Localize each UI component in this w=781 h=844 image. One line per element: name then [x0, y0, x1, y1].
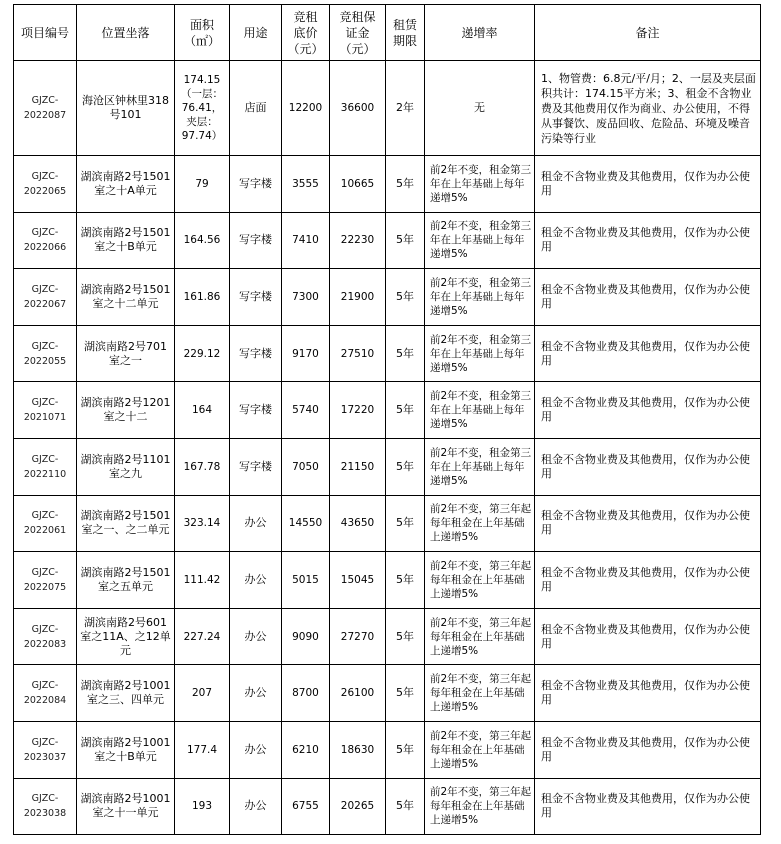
cell-use: 办公 [230, 495, 282, 552]
cell-use: 写字楼 [230, 269, 282, 326]
table-row [14, 61, 761, 156]
table-row [14, 552, 761, 609]
cell-use: 店面 [230, 61, 282, 156]
cell-code: GJZC-2022067 [14, 269, 77, 326]
table-row [14, 212, 761, 269]
cell-deposit: 26100 [330, 665, 386, 722]
cell-base-price: 6755 [282, 778, 330, 835]
header-code: 项目编号 [14, 5, 77, 61]
cell-area: 79 [175, 156, 230, 213]
cell-base-price: 12200 [282, 61, 330, 156]
cell-term: 5年 [386, 721, 425, 778]
header-increase: 递增率 [425, 5, 535, 61]
cell-area: 207 [175, 665, 230, 722]
cell-code: GJZC-2022061 [14, 495, 77, 552]
cell-term: 5年 [386, 156, 425, 213]
cell-remark: 租金不含物业费及其他费用，仅作为办公使用 [535, 269, 761, 326]
cell-deposit: 20265 [330, 778, 386, 835]
cell-code: GJZC-2022075 [14, 552, 77, 609]
cell-remark: 租金不含物业费及其他费用，仅作为办公使用 [535, 212, 761, 269]
cell-increase: 前2年不变，租金第三年在上年基础上每年递增5% [425, 382, 535, 439]
cell-base-price: 8700 [282, 665, 330, 722]
cell-location: 湖滨南路2号1501室之五单元 [77, 552, 175, 609]
cell-term: 5年 [386, 608, 425, 665]
cell-term: 5年 [386, 212, 425, 269]
cell-location: 海沧区钟林里318号101 [77, 61, 175, 156]
cell-deposit: 27510 [330, 325, 386, 382]
cell-increase: 前2年不变，租金第三年在上年基础上每年递增5% [425, 212, 535, 269]
cell-deposit: 22230 [330, 212, 386, 269]
cell-remark: 租金不含物业费及其他费用，仅作为办公使用 [535, 721, 761, 778]
cell-remark: 1、物管费：6.8元/平/月；2、一层及夹层面积共计：174.15平方米；3、租金不含物业费及其他费用仅作为商业、办公使用，不得从事餐饮、废品回收、危险品、环境及噪音污染等行业 [535, 61, 761, 156]
cell-use: 写字楼 [230, 325, 282, 382]
header-base-price: 竞租 底价 （元） [282, 5, 330, 61]
cell-remark: 租金不含物业费及其他费用，仅作为办公使用 [535, 552, 761, 609]
cell-area: 323.14 [175, 495, 230, 552]
cell-code: GJZC-2022055 [14, 325, 77, 382]
cell-location: 湖滨南路2号1501室之一、之二单元 [77, 495, 175, 552]
cell-base-price: 7300 [282, 269, 330, 326]
header-use: 用途 [230, 5, 282, 61]
cell-deposit: 27270 [330, 608, 386, 665]
cell-increase: 前2年不变，租金第三年在上年基础上每年递增5% [425, 325, 535, 382]
cell-remark: 租金不含物业费及其他费用，仅作为办公使用 [535, 495, 761, 552]
cell-location: 湖滨南路2号1001室之十B单元 [77, 721, 175, 778]
cell-deposit: 43650 [330, 495, 386, 552]
cell-code: GJZC-2022084 [14, 665, 77, 722]
cell-use: 办公 [230, 552, 282, 609]
cell-deposit: 17220 [330, 382, 386, 439]
table-row [14, 325, 761, 382]
cell-location: 湖滨南路2号1201室之十二 [77, 382, 175, 439]
cell-use: 写字楼 [230, 438, 282, 495]
cell-deposit: 10665 [330, 156, 386, 213]
cell-code: GJZC-2022065 [14, 156, 77, 213]
cell-location: 湖滨南路2号1501室之十二单元 [77, 269, 175, 326]
table-row [14, 721, 761, 778]
cell-increase: 前2年不变，第三年起每年租金在上年基础上递增5% [425, 721, 535, 778]
cell-base-price: 9170 [282, 325, 330, 382]
cell-location: 湖滨南路2号1101室之九 [77, 438, 175, 495]
cell-location: 湖滨南路2号601室之11A、之12单元 [77, 608, 175, 665]
cell-code: GJZC-2022083 [14, 608, 77, 665]
cell-location: 湖滨南路2号701室之一 [77, 325, 175, 382]
cell-base-price: 7050 [282, 438, 330, 495]
cell-increase: 前2年不变，租金第三年在上年基础上每年递增5% [425, 269, 535, 326]
cell-area: 164 [175, 382, 230, 439]
table-row [14, 156, 761, 213]
header-term: 租赁 期限 [386, 5, 425, 61]
cell-location: 湖滨南路2号1001室之十一单元 [77, 778, 175, 835]
cell-area: 229.12 [175, 325, 230, 382]
cell-deposit: 18630 [330, 721, 386, 778]
cell-code: GJZC-2022110 [14, 438, 77, 495]
header-deposit: 竞租保 证金 （元） [330, 5, 386, 61]
cell-location: 湖滨南路2号1501室之十A单元 [77, 156, 175, 213]
cell-remark: 租金不含物业费及其他费用，仅作为办公使用 [535, 665, 761, 722]
table-row [14, 438, 761, 495]
cell-use: 办公 [230, 721, 282, 778]
cell-area: 193 [175, 778, 230, 835]
cell-term: 5年 [386, 778, 425, 835]
header-location: 位置坐落 [77, 5, 175, 61]
table-row [14, 495, 761, 552]
cell-location: 湖滨南路2号1001室之三、四单元 [77, 665, 175, 722]
cell-use: 写字楼 [230, 382, 282, 439]
header-remark: 备注 [535, 5, 761, 61]
cell-deposit: 15045 [330, 552, 386, 609]
cell-area: 177.4 [175, 721, 230, 778]
table-row [14, 778, 761, 835]
cell-use: 写字楼 [230, 212, 282, 269]
cell-deposit: 21150 [330, 438, 386, 495]
cell-base-price: 9090 [282, 608, 330, 665]
table-row [14, 382, 761, 439]
cell-area: 167.78 [175, 438, 230, 495]
table-row [14, 269, 761, 326]
cell-deposit: 36600 [330, 61, 386, 156]
cell-code: GJZC-2021071 [14, 382, 77, 439]
cell-remark: 租金不含物业费及其他费用，仅作为办公使用 [535, 156, 761, 213]
cell-use: 写字楼 [230, 156, 282, 213]
cell-remark: 租金不含物业费及其他费用，仅作为办公使用 [535, 608, 761, 665]
cell-base-price: 5015 [282, 552, 330, 609]
cell-use: 办公 [230, 778, 282, 835]
cell-area: 164.56 [175, 212, 230, 269]
cell-base-price: 14550 [282, 495, 330, 552]
cell-use: 办公 [230, 608, 282, 665]
cell-increase: 前2年不变，第三年起每年租金在上年基础上递增5% [425, 495, 535, 552]
table-row [14, 608, 761, 665]
cell-term: 5年 [386, 325, 425, 382]
cell-term: 5年 [386, 495, 425, 552]
cell-area: 227.24 [175, 608, 230, 665]
header-area: 面积 （㎡） [175, 5, 230, 61]
cell-use: 办公 [230, 665, 282, 722]
cell-increase: 前2年不变，第三年起每年租金在上年基础上递增5% [425, 608, 535, 665]
cell-deposit: 21900 [330, 269, 386, 326]
cell-increase: 前2年不变，租金第三年在上年基础上每年递增5% [425, 438, 535, 495]
cell-remark: 租金不含物业费及其他费用，仅作为办公使用 [535, 778, 761, 835]
cell-code: GJZC-2022066 [14, 212, 77, 269]
cell-term: 5年 [386, 269, 425, 326]
cell-increase: 前2年不变，第三年起每年租金在上年基础上递增5% [425, 778, 535, 835]
cell-increase: 前2年不变，第三年起每年租金在上年基础上递增5% [425, 665, 535, 722]
cell-area: 111.42 [175, 552, 230, 609]
cell-code: GJZC-2022087 [14, 61, 77, 156]
cell-increase: 前2年不变，第三年起每年租金在上年基础上递增5% [425, 552, 535, 609]
cell-base-price: 6210 [282, 721, 330, 778]
cell-term: 5年 [386, 382, 425, 439]
cell-term: 2年 [386, 61, 425, 156]
cell-remark: 租金不含物业费及其他费用，仅作为办公使用 [535, 382, 761, 439]
cell-increase: 无 [425, 61, 535, 156]
cell-code: GJZC-2023037 [14, 721, 77, 778]
lease-listing-table [13, 4, 761, 835]
cell-code: GJZC-2023038 [14, 778, 77, 835]
cell-area: 161.86 [175, 269, 230, 326]
table-header-row [14, 5, 761, 61]
cell-term: 5年 [386, 665, 425, 722]
table-row [14, 665, 761, 722]
cell-base-price: 7410 [282, 212, 330, 269]
cell-location: 湖滨南路2号1501室之十B单元 [77, 212, 175, 269]
cell-base-price: 3555 [282, 156, 330, 213]
cell-term: 5年 [386, 552, 425, 609]
cell-term: 5年 [386, 438, 425, 495]
cell-area: 174.15（一层：76.41，夹层：97.74） [175, 61, 230, 156]
cell-base-price: 5740 [282, 382, 330, 439]
cell-remark: 租金不含物业费及其他费用，仅作为办公使用 [535, 438, 761, 495]
cell-increase: 前2年不变，租金第三年在上年基础上每年递增5% [425, 156, 535, 213]
cell-remark: 租金不含物业费及其他费用，仅作为办公使用 [535, 325, 761, 382]
